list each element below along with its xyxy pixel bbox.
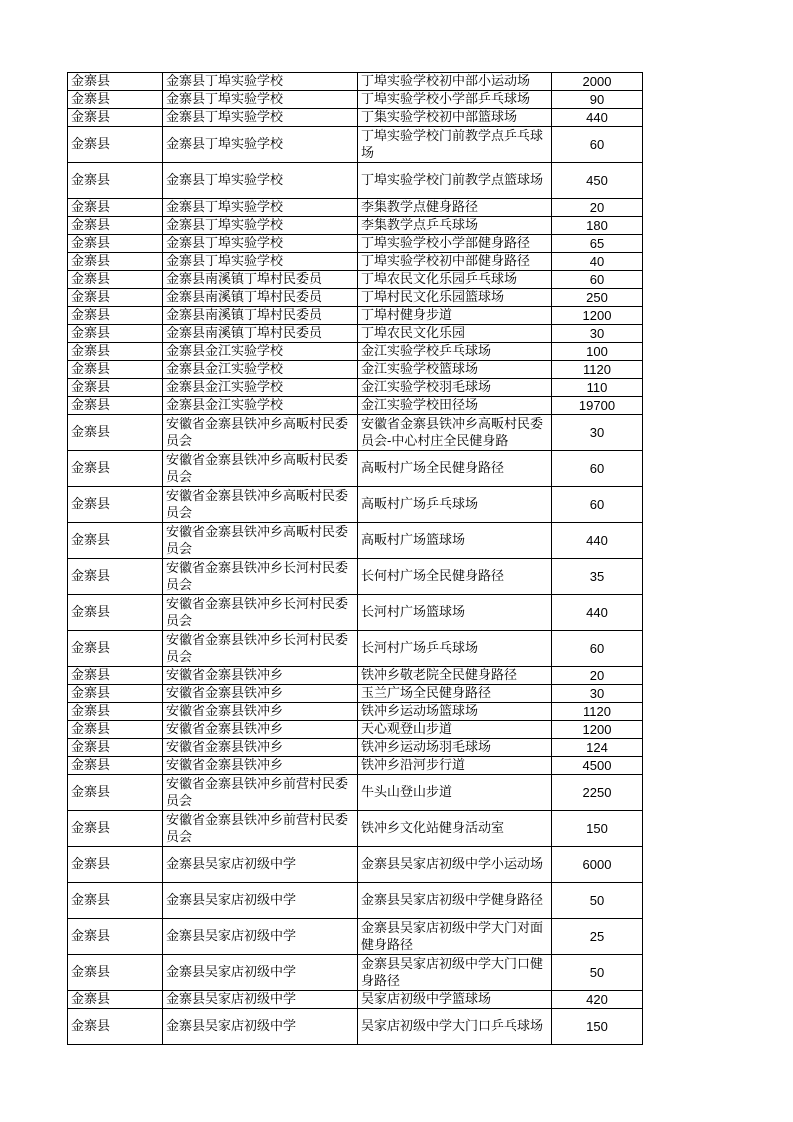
venue-cell: 金江实验学校乒乓球场 [358,343,552,361]
county-cell: 金寨县 [68,811,163,847]
venue-cell: 长何村广场全民健身路径 [358,559,552,595]
venue-cell: 铁冲乡运动场羽毛球场 [358,739,552,757]
county-cell: 金寨县 [68,253,163,271]
area-cell: 20 [552,667,643,685]
area-cell: 30 [552,325,643,343]
unit-cell: 金寨县丁埠实验学校 [163,91,358,109]
table-row [68,757,643,775]
area-cell: 90 [552,91,643,109]
area-cell: 60 [552,271,643,289]
area-cell: 30 [552,685,643,703]
area-cell: 1120 [552,703,643,721]
venue-cell: 丁埠实验学校初中部小运动场 [358,73,552,91]
venue-cell: 牛头山登山步道 [358,775,552,811]
venue-cell: 丁埠村健身步道 [358,307,552,325]
venue-cell: 吴家店初级中学大门口乒乓球场 [358,1009,552,1045]
venue-cell: 金寨县吴家店初级中学健身路径 [358,883,552,919]
table-row [68,721,643,739]
county-cell: 金寨县 [68,199,163,217]
table-row [68,361,643,379]
area-cell: 1200 [552,307,643,325]
unit-cell: 金寨县丁埠实验学校 [163,109,358,127]
table-row [68,127,643,163]
unit-cell: 安徽省金寨县铁冲乡高畈村民委员会 [163,487,358,523]
venue-cell: 玉兰广场全民健身路径 [358,685,552,703]
county-cell: 金寨县 [68,919,163,955]
county-cell: 金寨县 [68,217,163,235]
unit-cell: 金寨县金江实验学校 [163,361,358,379]
area-cell: 4500 [552,757,643,775]
area-cell: 30 [552,415,643,451]
unit-cell: 金寨县丁埠实验学校 [163,235,358,253]
table-row [68,685,643,703]
venue-cell: 长河村广场乒乓球场 [358,631,552,667]
table-row [68,595,643,631]
venue-cell: 高畈村广场全民健身路径 [358,451,552,487]
venue-cell: 吴家店初级中学篮球场 [358,991,552,1009]
area-cell: 60 [552,127,643,163]
venue-cell: 金寨县吴家店初级中学小运动场 [358,847,552,883]
table-row [68,775,643,811]
table-row [68,109,643,127]
area-cell: 6000 [552,847,643,883]
area-cell: 150 [552,811,643,847]
table-row [68,703,643,721]
unit-cell: 金寨县吴家店初级中学 [163,955,358,991]
area-cell: 60 [552,451,643,487]
venue-cell: 金江实验学校田径场 [358,397,552,415]
county-cell: 金寨县 [68,451,163,487]
county-cell: 金寨县 [68,703,163,721]
venue-cell: 丁埠实验学校门前教学点篮球场 [358,163,552,199]
unit-cell: 安徽省金寨县铁冲乡长河村民委员会 [163,559,358,595]
area-cell: 1120 [552,361,643,379]
unit-cell: 金寨县南溪镇丁埠村民委员 [163,325,358,343]
unit-cell: 安徽省金寨县铁冲乡 [163,703,358,721]
area-cell: 180 [552,217,643,235]
area-cell: 440 [552,109,643,127]
table-row [68,667,643,685]
area-cell: 35 [552,559,643,595]
unit-cell: 金寨县丁埠实验学校 [163,199,358,217]
venue-cell: 丁埠实验学校小学部乒乓球场 [358,91,552,109]
venue-cell: 丁埠实验学校初中部健身路径 [358,253,552,271]
area-cell: 60 [552,487,643,523]
table-row [68,523,643,559]
area-cell: 40 [552,253,643,271]
facility-table [67,72,643,1045]
venue-cell: 丁埠农民文化乐园乒乓球场 [358,271,552,289]
table-row [68,271,643,289]
venue-cell: 丁集实验学校初中部篮球场 [358,109,552,127]
area-cell: 420 [552,991,643,1009]
table-row [68,397,643,415]
venue-cell: 安徽省金寨县铁冲乡高畈村民委员会-中心村庄全民健身路 [358,415,552,451]
table-row [68,1009,643,1045]
unit-cell: 金寨县金江实验学校 [163,343,358,361]
table-row [68,91,643,109]
table-row [68,451,643,487]
unit-cell: 安徽省金寨县铁冲乡 [163,685,358,703]
area-cell: 60 [552,631,643,667]
area-cell: 65 [552,235,643,253]
county-cell: 金寨县 [68,289,163,307]
area-cell: 100 [552,343,643,361]
venue-cell: 丁埠实验学校门前教学点乒乓球场 [358,127,552,163]
venue-cell: 丁埠农民文化乐园 [358,325,552,343]
unit-cell: 安徽省金寨县铁冲乡前营村民委员会 [163,811,358,847]
venue-cell: 高畈村广场篮球场 [358,523,552,559]
unit-cell: 金寨县丁埠实验学校 [163,253,358,271]
table-row [68,325,643,343]
table-row [68,343,643,361]
venue-cell: 铁冲乡敬老院全民健身路径 [358,667,552,685]
table-body [68,73,643,1045]
venue-cell: 高畈村广场乒乓球场 [358,487,552,523]
venue-cell: 金江实验学校篮球场 [358,361,552,379]
table-row [68,991,643,1009]
county-cell: 金寨县 [68,307,163,325]
table-row [68,955,643,991]
table-row [68,253,643,271]
table-row [68,919,643,955]
county-cell: 金寨县 [68,631,163,667]
area-cell: 124 [552,739,643,757]
table-row [68,235,643,253]
unit-cell: 金寨县吴家店初级中学 [163,919,358,955]
county-cell: 金寨县 [68,955,163,991]
area-cell: 440 [552,595,643,631]
unit-cell: 安徽省金寨县铁冲乡 [163,739,358,757]
county-cell: 金寨县 [68,271,163,289]
county-cell: 金寨县 [68,559,163,595]
unit-cell: 金寨县吴家店初级中学 [163,847,358,883]
county-cell: 金寨县 [68,523,163,559]
county-cell: 金寨县 [68,127,163,163]
unit-cell: 金寨县丁埠实验学校 [163,73,358,91]
venue-cell: 李集教学点乒乓球场 [358,217,552,235]
county-cell: 金寨县 [68,415,163,451]
venue-cell: 铁冲乡文化站健身活动室 [358,811,552,847]
county-cell: 金寨县 [68,397,163,415]
county-cell: 金寨县 [68,1009,163,1045]
venue-cell: 金寨县吴家店初级中学大门口健身路径 [358,955,552,991]
unit-cell: 安徽省金寨县铁冲乡高畈村民委员会 [163,451,358,487]
unit-cell: 金寨县南溪镇丁埠村民委员 [163,289,358,307]
county-cell: 金寨县 [68,667,163,685]
county-cell: 金寨县 [68,775,163,811]
table-row [68,883,643,919]
area-cell: 250 [552,289,643,307]
county-cell: 金寨县 [68,163,163,199]
table-row [68,379,643,397]
county-cell: 金寨县 [68,487,163,523]
venue-cell: 丁埠村民文化乐园篮球场 [358,289,552,307]
county-cell: 金寨县 [68,595,163,631]
unit-cell: 金寨县吴家店初级中学 [163,991,358,1009]
unit-cell: 安徽省金寨县铁冲乡高畈村民委员会 [163,523,358,559]
unit-cell: 金寨县南溪镇丁埠村民委员 [163,307,358,325]
table-row [68,631,643,667]
unit-cell: 安徽省金寨县铁冲乡长河村民委员会 [163,595,358,631]
area-cell: 50 [552,955,643,991]
venue-cell: 金寨县吴家店初级中学大门对面健身路径 [358,919,552,955]
county-cell: 金寨县 [68,343,163,361]
county-cell: 金寨县 [68,685,163,703]
unit-cell: 金寨县丁埠实验学校 [163,127,358,163]
unit-cell: 安徽省金寨县铁冲乡 [163,757,358,775]
county-cell: 金寨县 [68,721,163,739]
venue-cell: 金江实验学校羽毛球场 [358,379,552,397]
table-row [68,739,643,757]
area-cell: 2000 [552,73,643,91]
area-cell: 1200 [552,721,643,739]
unit-cell: 金寨县吴家店初级中学 [163,1009,358,1045]
table-row [68,289,643,307]
county-cell: 金寨县 [68,883,163,919]
unit-cell: 金寨县南溪镇丁埠村民委员 [163,271,358,289]
table-row [68,217,643,235]
venue-cell: 长河村广场篮球场 [358,595,552,631]
area-cell: 25 [552,919,643,955]
venue-cell: 李集教学点健身路径 [358,199,552,217]
county-cell: 金寨县 [68,847,163,883]
table-row [68,487,643,523]
table-row [68,847,643,883]
county-cell: 金寨县 [68,757,163,775]
county-cell: 金寨县 [68,91,163,109]
venue-cell: 铁冲乡运动场篮球场 [358,703,552,721]
county-cell: 金寨县 [68,73,163,91]
area-cell: 150 [552,1009,643,1045]
area-cell: 2250 [552,775,643,811]
unit-cell: 金寨县金江实验学校 [163,379,358,397]
unit-cell: 安徽省金寨县铁冲乡前营村民委员会 [163,775,358,811]
county-cell: 金寨县 [68,109,163,127]
county-cell: 金寨县 [68,379,163,397]
table-row [68,73,643,91]
table-row [68,559,643,595]
area-cell: 19700 [552,397,643,415]
venue-cell: 天心观登山步道 [358,721,552,739]
county-cell: 金寨县 [68,739,163,757]
area-cell: 50 [552,883,643,919]
table-row [68,199,643,217]
table-row [68,163,643,199]
area-cell: 440 [552,523,643,559]
county-cell: 金寨县 [68,235,163,253]
venue-cell: 丁埠实验学校小学部健身路径 [358,235,552,253]
table-row [68,811,643,847]
table-row [68,415,643,451]
area-cell: 20 [552,199,643,217]
venue-cell: 铁冲乡沿河步行道 [358,757,552,775]
table-row [68,307,643,325]
county-cell: 金寨县 [68,991,163,1009]
unit-cell: 安徽省金寨县铁冲乡长河村民委员会 [163,631,358,667]
unit-cell: 安徽省金寨县铁冲乡高畈村民委员会 [163,415,358,451]
county-cell: 金寨县 [68,361,163,379]
area-cell: 110 [552,379,643,397]
unit-cell: 安徽省金寨县铁冲乡 [163,667,358,685]
unit-cell: 金寨县金江实验学校 [163,397,358,415]
unit-cell: 安徽省金寨县铁冲乡 [163,721,358,739]
unit-cell: 金寨县丁埠实验学校 [163,217,358,235]
area-cell: 450 [552,163,643,199]
unit-cell: 金寨县丁埠实验学校 [163,163,358,199]
county-cell: 金寨县 [68,325,163,343]
unit-cell: 金寨县吴家店初级中学 [163,883,358,919]
